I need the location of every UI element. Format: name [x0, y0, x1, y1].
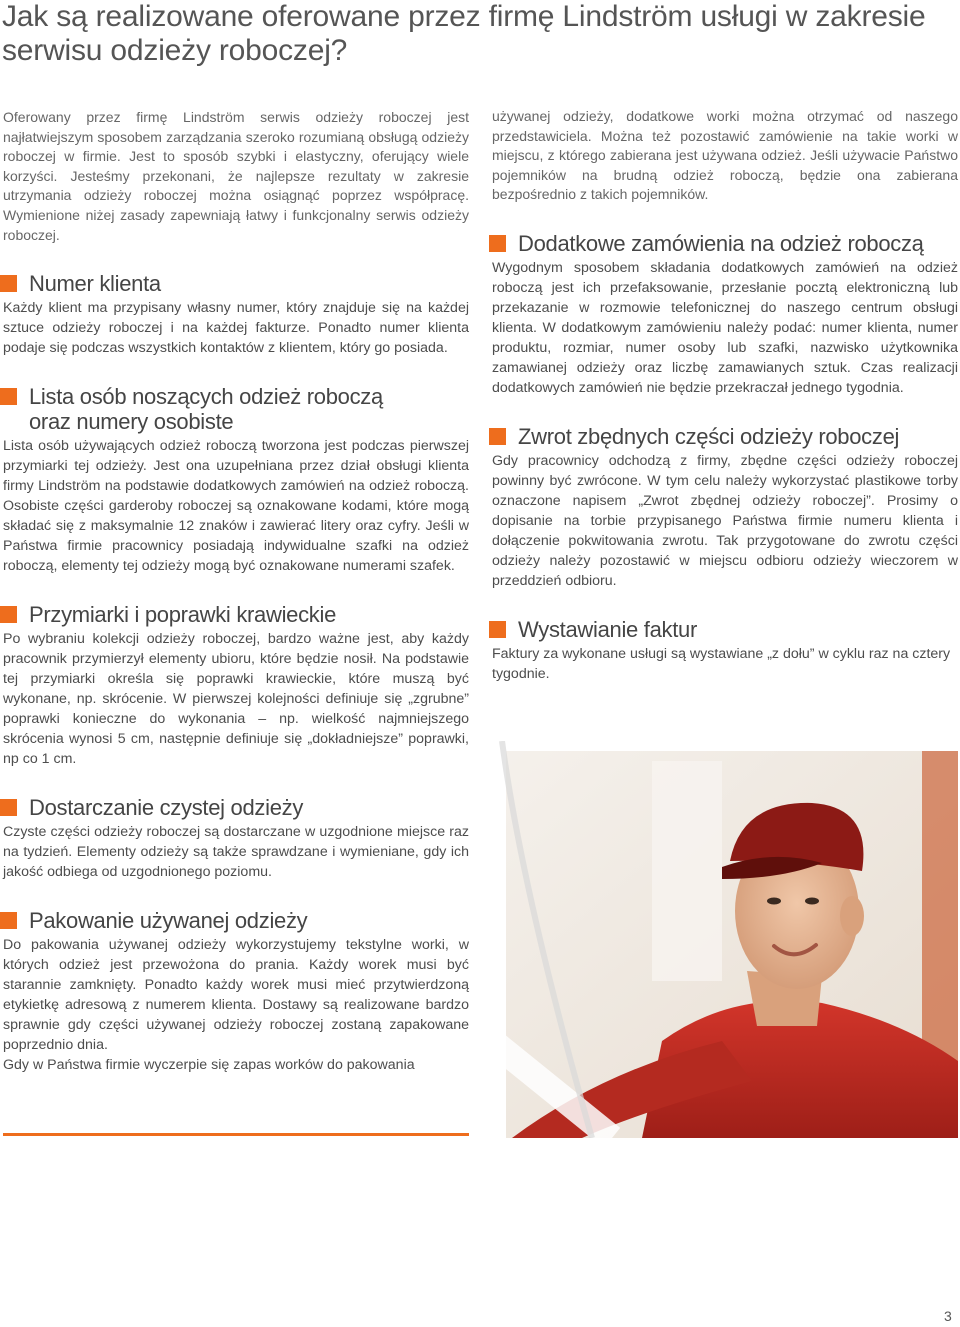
packing-continuation-paragraph: używanej odzieży, dodatkowe worki można otrzymać od naszego przedstawiciela. Można też pozostawić zamówienie na takie worki w miejscu, z którego zabierana jest używana odzież. Jeśli używacie Państwo pojemników na brudną odzież roboczą, będzie ona zabierana bezpośrednio z takich pojemników.	[492, 108, 958, 203]
photo-illustration	[492, 741, 958, 1138]
orange-square-icon	[0, 606, 17, 623]
section-heading-text: Zwrot zbędnych części odzieży roboczej	[518, 423, 900, 449]
section-heading-invoicing	[489, 617, 958, 642]
section-heading-text: Dostarczanie czystej odzieży	[29, 795, 304, 821]
orange-divider	[3, 1133, 469, 1136]
section-body-wearer-list: Lista osób używających odzież roboczą tworzona jest podczas pierwszej przymiarki tej odzieży. Jest ona uzupełniana przez dział obsługi klienta firmy Lindström na podstawie dodatkowych zamówień na odzież roboczą. Osobiste części garderoby roboczej są oznakowane kodami, które mogą składać się z maksymalnie 12 znaków i zawierać litery oraz cyfry. Jeśli w Państwa firmie pracownicy posiadają indywidualne szafki na odzież roboczą, elementy tej odzieży mogą być oznakowane numerami szafek.	[3, 438, 469, 575]
right-column	[492, 107, 958, 684]
section-body-packing-continued: Gdy w Państwa firmie wyczerpie się zapas worków do pakowania	[3, 1057, 415, 1074]
section-heading-text: Numer klienta	[29, 271, 161, 297]
section-heading-wearer-list	[0, 384, 469, 434]
orange-square-icon	[489, 428, 506, 445]
section-heading-delivery	[0, 795, 469, 820]
section-heading-text: Wystawianie faktur	[518, 616, 698, 642]
page-number: 3	[944, 1308, 952, 1324]
section-body-fittings: Po wybraniu kolekcji odzieży roboczej, bardzo ważne jest, aby każdy pracownik przymierzył elementy ubioru, które będzie nosił. Na podstawie tej przymiarki określa się poprawki krawieckie, które muszą być wykonane, np. skrócenie. W pierwszej kolejności definiuje się „zgrubne” poprawki konieczne do wykonania – np. wielkość najmniejszego skrócenia wynosi 5 cm, następnie definiuje się „dokładniejsze” poprawki, np co 1 cm.	[3, 631, 469, 768]
orange-square-icon	[489, 235, 506, 252]
section-body-delivery: Czyste części odzieży roboczej są dostarczane w uzgodnione miejsce raz na tydzień. Elementy odzieży są także sprawdzane i wymieniane, gdy ich jakość odbiega od uzgodnionego poziomu.	[3, 824, 469, 881]
section-heading-text: Przymiarki i poprawki krawieckie	[29, 602, 337, 628]
orange-square-icon	[489, 621, 506, 638]
delivery-driver-photo	[492, 741, 958, 1138]
section-body-customer-number: Każdy klient ma przypisany własny numer, który znajduje się na każdej sztuce odzieży roboczej i na każdej fakturze. Ponadto numer klienta podaje się podczas wszystkich kontaktów z klientem, który go posiada.	[3, 300, 469, 357]
left-column	[3, 108, 469, 1075]
section-heading-customer-number	[0, 271, 469, 296]
section-body-invoicing: Faktury za wykonane usługi są wystawiane „z dołu” w cyklu raz na cztery tygodnie.	[492, 645, 951, 682]
orange-square-icon	[0, 388, 17, 405]
section-heading-returns	[489, 424, 958, 449]
section-heading-text: Pakowanie używanej odzieży	[29, 908, 308, 934]
intro-paragraph: Oferowany przez firmę Lindström serwis odzieży roboczej jest najłatwiejszym sposobem zarządzania szeroko rozumianą obsługą odzieży roboczej w firmie. Jest to sposób szybki i elastyczny, oferujący wiele korzyści. Jesteśmy przekonani, że najlepsze rezultaty w zakresie utrzymania odzieży roboczej można osiągnąć poprzez współpracę. Wymienione niżej zasady zapewniają łatwy i funkcjonalny serwis odzieży roboczej.	[3, 109, 469, 243]
orange-square-icon	[0, 799, 17, 816]
orange-square-icon	[0, 912, 17, 929]
section-heading-text: Dodatkowe zamówienia na odzież roboczą	[518, 230, 924, 256]
section-heading-text: Lista osób noszących odzież roboczą oraz numery osobiste	[29, 384, 383, 435]
section-heading-additional-orders	[489, 231, 958, 256]
section-body-packing: Do pakowania używanej odzieży wykorzystujemy tekstylne worki, w których odzież jest przewożona do prania. Każdy worek musi być starannie zamknięty. Ponadto każdy worek musi mieć przytwierdzoną etykietkę adresową z numerem klienta. Dostawy są realizowane bardzo sprawnie gdy części używanej odzieży roboczej zostaną zapakowane poprzednio dnia.	[3, 937, 469, 1054]
section-heading-packing	[0, 908, 469, 933]
section-heading-fittings	[0, 602, 469, 627]
section-body-additional-orders: Wygodnym sposobem składania dodatkowych zamówień na odzież roboczą jest ich przefaksowanie, przesłanie pocztą elektroniczną lub przekazanie w rozmowie telefonicznej do naszego centrum obsługi klienta. W dodatkowym zamówieniu należy podać: numer klienta, numer produktu, rozmiar, numer osoby lub szafki, nazwisko użytkownika zamawianej odzieży oraz liczbę zamawianych sztuk. Czas realizacji dodatkowych zamówień nie będzie przekraczał jednego tygodnia.	[492, 259, 958, 396]
orange-square-icon	[0, 275, 17, 292]
page-title: Jak są realizowane oferowane przez firmę Lindström usługi w zakresie serwisu odzieży roboczej?	[2, 0, 926, 67]
section-body-returns: Gdy pracownicy odchodzą z firmy, zbędne części odzieży roboczej powinny być zwrócone. W tym celu należy wykorzystać plastikowe torby oznaczone napisem „Zwrot zbędnej odzieży roboczej”. Prosimy o dopisanie na torbie przypisanego Państwa firmie numeru klienta i dołączenie pokwitowania zwrotu. Tak przygotowane do zwrotu części odzieży należy pozostawić w miejscu odbioru odzieży wieczorem w przeddzień odbioru.	[492, 452, 958, 589]
